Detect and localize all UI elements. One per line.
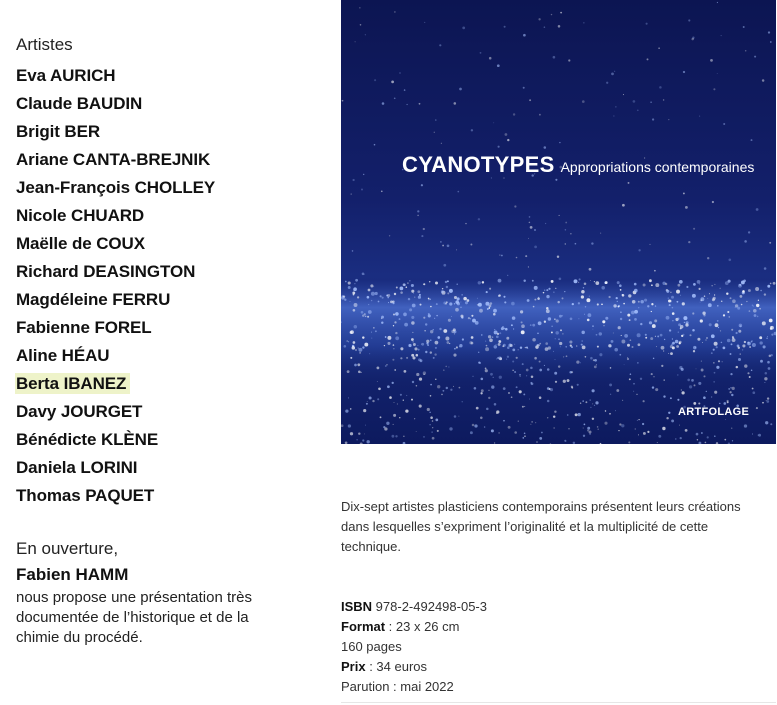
cyanotype-speckle-art — [341, 0, 776, 444]
cover-title — [402, 152, 754, 178]
artist-name-text: Eva AURICH — [16, 66, 116, 85]
artist-name-text: Maëlle de COUX — [16, 234, 145, 253]
artist-name — [16, 62, 316, 90]
cover-subtitle: Appropriations contemporaines — [560, 159, 755, 175]
artist-name-text: Richard DEASINGTON — [16, 262, 196, 281]
artist-name — [16, 286, 316, 314]
isbn-label: ISBN — [341, 599, 373, 614]
opening-description: nous propose une présentation très documentée de l’historique et de la chimie du procédé. — [16, 589, 252, 646]
artist-name — [16, 482, 316, 510]
artist-name-text: Ariane CANTA-BREJNIK — [16, 150, 211, 169]
artists-heading: Artistes — [16, 35, 73, 54]
release-line: Parution : mai 2022 — [341, 679, 454, 694]
artist-name — [16, 202, 316, 230]
format-line — [341, 617, 487, 637]
artist-name-text: Daniela LORINI — [16, 458, 138, 477]
artist-name — [16, 90, 316, 118]
artist-name-text: Bénédicte KLÈNE — [16, 430, 159, 449]
artist-name — [16, 118, 316, 146]
artist-name-text: Davy JOURGET — [16, 402, 143, 421]
artist-name — [16, 370, 316, 398]
artist-name — [16, 174, 316, 202]
artist-name — [16, 230, 316, 258]
isbn-line — [341, 597, 487, 617]
artist-name — [16, 258, 316, 286]
book-details — [341, 597, 487, 697]
artist-name-text: Berta IBANEZ — [15, 373, 130, 394]
artist-name — [16, 426, 316, 454]
cover-publisher: ARTFOLAGE — [678, 406, 750, 418]
opening-author: Fabien HAMM — [16, 565, 129, 584]
format-label: Format — [341, 619, 386, 634]
artists-column — [16, 34, 316, 648]
artist-name — [16, 342, 316, 370]
artist-name — [16, 314, 316, 342]
artist-name-text: Nicole CHUARD — [16, 206, 145, 225]
cover-title-main: CYANOTYPES — [402, 152, 555, 177]
artist-name — [16, 146, 316, 174]
artist-name — [16, 398, 316, 426]
price-label: Prix — [341, 659, 366, 674]
artist-name-text: Magdéleine FERRU — [16, 290, 171, 309]
isbn-value: 978-2-492498-05-3 — [372, 599, 487, 614]
artist-name-text: Brigit BER — [16, 122, 101, 141]
artist-name-text: Fabienne FOREL — [16, 318, 152, 337]
pages-line: 160 pages — [341, 639, 402, 654]
format-value: : 23 x 26 cm — [385, 619, 460, 634]
bottom-divider — [341, 702, 776, 703]
book-description: Dix-sept artistes plasticiens contemporains présentent leurs créations dans lesquelles s’expriment l’originalité et la multiplicité de cette technique. — [341, 499, 741, 554]
artist-name-text: Jean-François CHOLLEY — [16, 178, 216, 197]
artist-name-text: Thomas PAQUET — [16, 486, 155, 505]
book-cover-image — [341, 0, 776, 444]
opening-label: En ouverture, — [16, 539, 119, 558]
price-line — [341, 657, 487, 677]
artist-list — [16, 62, 316, 510]
artist-name-text: Claude BAUDIN — [16, 94, 143, 113]
price-value: : 34 euros — [365, 659, 428, 674]
artist-name-text: Aline HÉAU — [16, 346, 110, 365]
artist-name — [16, 454, 316, 482]
